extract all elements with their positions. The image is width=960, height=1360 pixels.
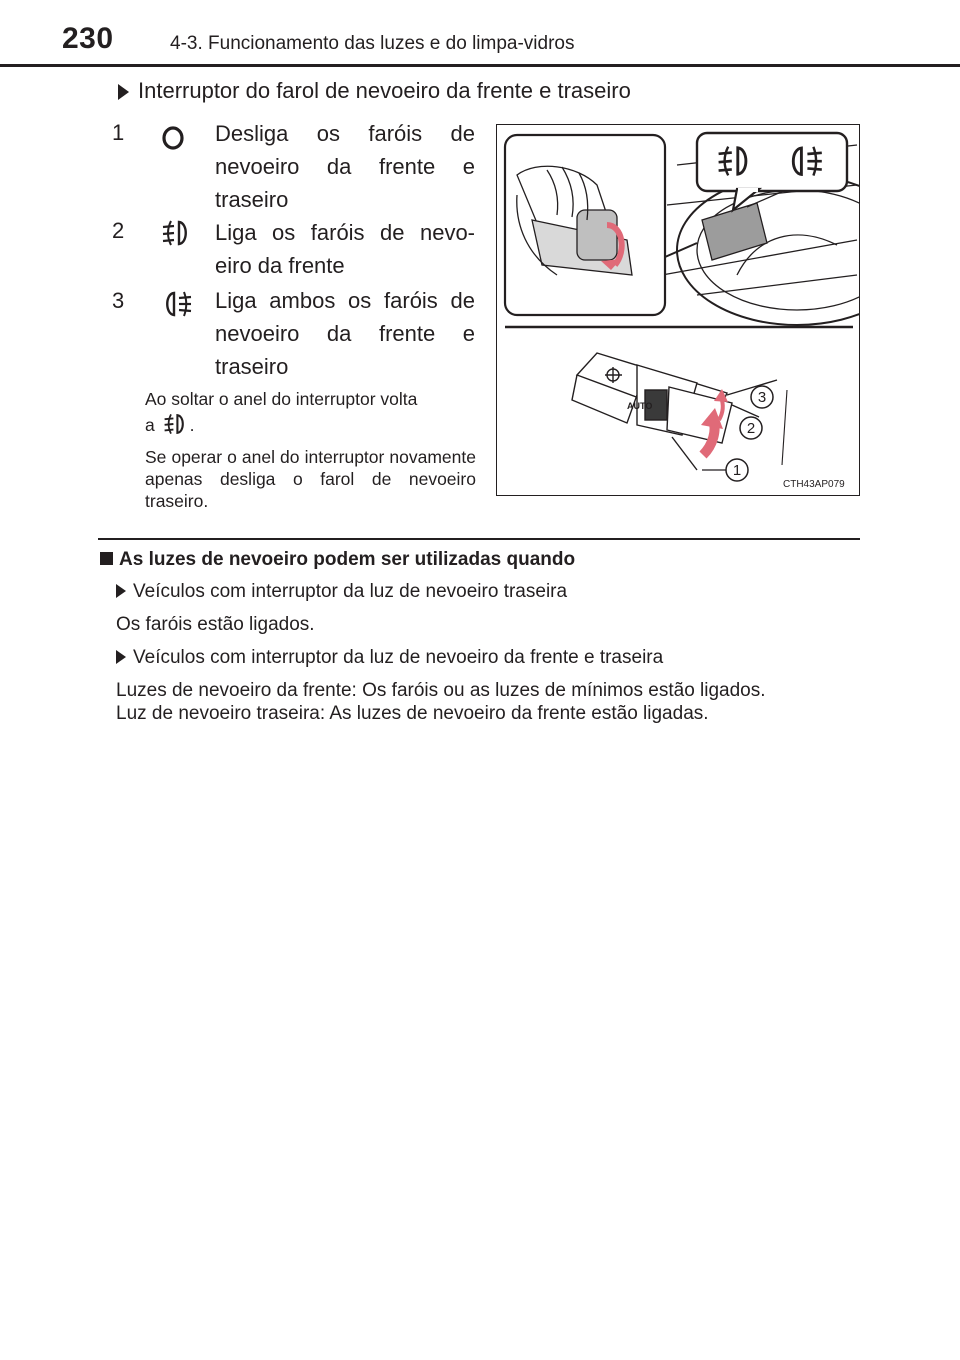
- figure-code: CTH43AP079: [783, 479, 845, 490]
- item-3-line-2: nevoeiro da frente e: [215, 321, 475, 346]
- note-return-period: .: [189, 415, 195, 435]
- svg-text:AUTO: AUTO: [627, 401, 653, 411]
- item-text-1: [215, 117, 475, 216]
- conditions-heading: [100, 549, 575, 571]
- subheading: [118, 78, 631, 104]
- item-1-line-3: traseiro: [215, 187, 289, 212]
- front-rear-heading-text: Veículos com interruptor da luz de nevoeiro da frente e traseira: [133, 647, 664, 668]
- rear-only-heading-text: Veículos com interruptor da luz de nevoeiro traseira: [133, 581, 568, 602]
- item-number-3: 3: [112, 288, 125, 313]
- callout-3: 3: [757, 389, 767, 406]
- note-operate-again: Se operar o anel do interruptor novamente apenas desliga o farol de nevoeiro traseiro.: [145, 447, 476, 511]
- header-rule: [0, 64, 960, 67]
- subheading-text: Interruptor do farol de nevoeiro da frente e traseiro: [138, 78, 631, 103]
- item-number-1: 1: [112, 120, 125, 145]
- triangle-bullet-icon: [116, 650, 126, 664]
- front-text: Luzes de nevoeiro da frente: Os faróis ou as luzes de mínimos estão ligados.: [116, 680, 766, 701]
- item-3-line-3: traseiro: [215, 354, 289, 379]
- triangle-bullet-icon: [116, 584, 126, 598]
- rear-only-heading: [116, 581, 567, 603]
- item-text-2: [215, 216, 475, 282]
- fog-switch-illustration: [497, 125, 859, 495]
- note-return-line-1: Ao soltar o anel do interruptor volta: [145, 389, 418, 409]
- square-bullet-icon: [100, 552, 113, 565]
- callout-1: 1: [732, 462, 742, 479]
- item-1-line-2: nevoeiro da frente e: [215, 154, 475, 179]
- note-return: [145, 388, 476, 436]
- triangle-bullet-icon: [118, 84, 129, 100]
- front-fog-light-icon: [162, 412, 188, 436]
- conditions-heading-text: As luzes de nevoeiro podem ser utilizadas quando: [119, 549, 576, 570]
- front-fog-light-icon: [160, 218, 192, 248]
- fog-light-off-icon: [160, 124, 186, 150]
- rear-text: Luz de nevoeiro traseira: As luzes de nevoeiro da frente estão ligadas.: [116, 703, 709, 724]
- item-text-3: [215, 284, 475, 383]
- callout-2: 2: [746, 420, 756, 437]
- item-1-line-1: Desliga os faróis de: [215, 121, 475, 146]
- section-title: 4-3. Funcionamento das luzes e do limpa-vidros: [170, 33, 575, 54]
- note-return-a: a: [145, 415, 155, 435]
- figure-fog-switch: [496, 124, 860, 496]
- front-rear-heading: [116, 647, 663, 669]
- note-return-line-2: [145, 412, 476, 436]
- item-2-line-2: eiro da frente: [215, 253, 345, 278]
- page-number: 230: [62, 22, 114, 55]
- rear-only-text: Os faróis estão ligados.: [116, 614, 315, 635]
- item-number-2: 2: [112, 218, 125, 243]
- rear-fog-light-icon: [162, 288, 194, 320]
- item-2-line-1: Liga os faróis de nevo-: [215, 220, 475, 245]
- section-divider: [98, 538, 860, 540]
- item-3-line-1: Liga ambos os faróis de: [215, 288, 475, 313]
